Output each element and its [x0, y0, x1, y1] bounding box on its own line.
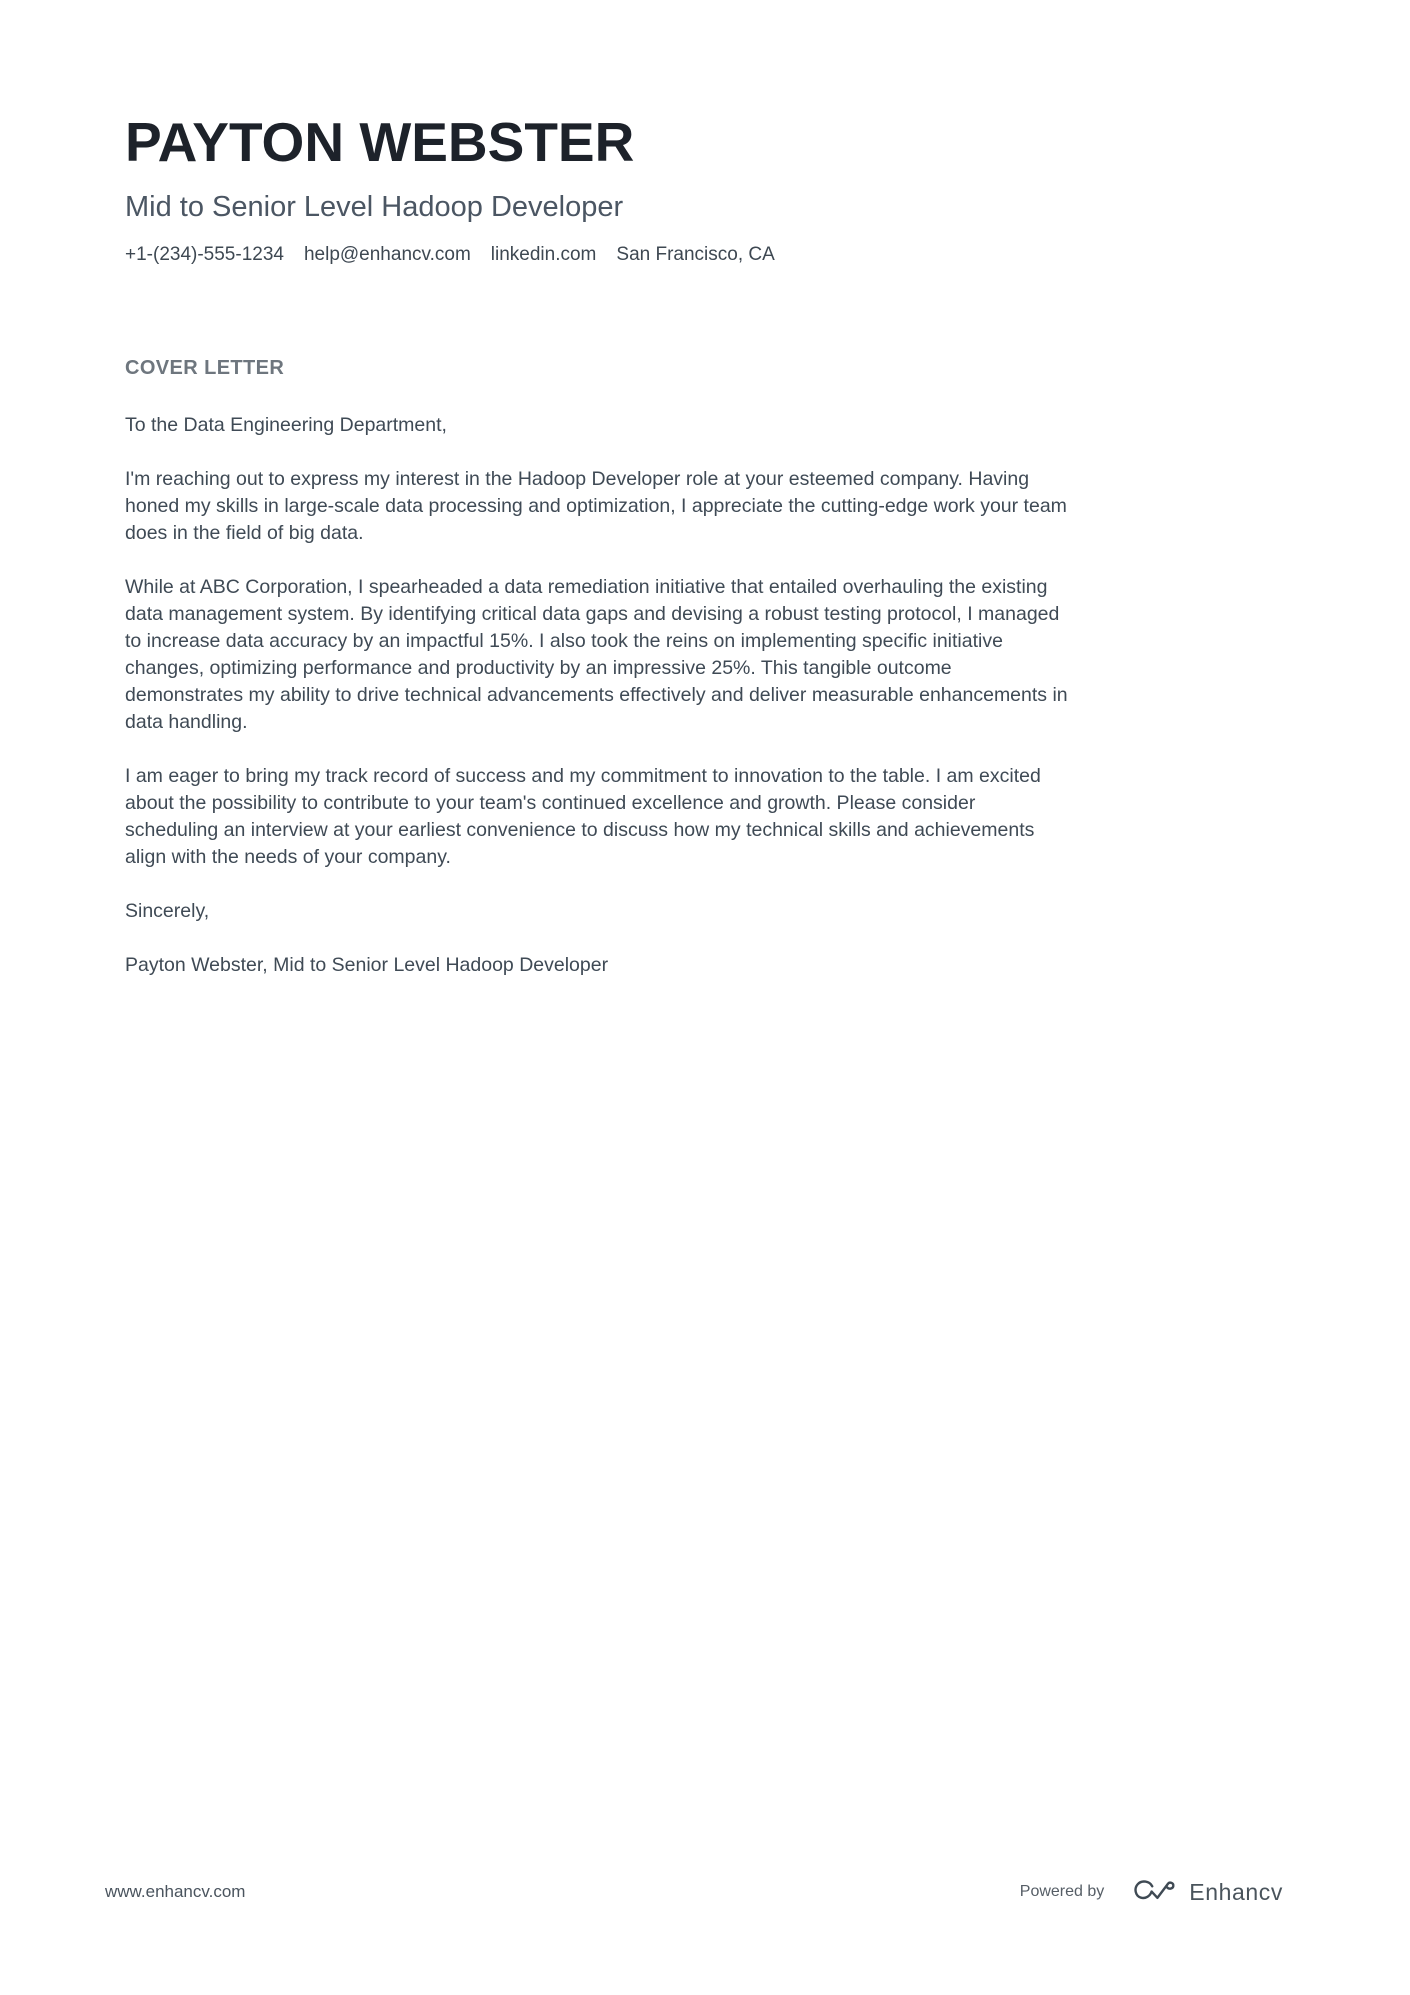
cover-letter-section-label: COVER LETTER	[125, 357, 285, 379]
salutation: To the Data Engineering Department,	[125, 414, 447, 436]
letter-paragraph: I am eager to bring my track record of success and my commitment to innovation to the table. I am excited about the possibility to contribute to your team's continued excellence and growth. Please consider scheduling an interview at your earliest convenience to discuss how my technical skills and achievements align with the needs of your company.	[125, 765, 1041, 868]
contact-email[interactable]: help@enhancv.com	[303, 244, 471, 265]
contact-location: San Francisco, CA	[616, 244, 775, 265]
powered-by-label: Powered by	[1019, 1883, 1105, 1900]
person-name: PAYTON WEBSTER	[125, 111, 635, 173]
enhancv-brand-wordmark: Enhancv	[1189, 1878, 1283, 1905]
enhancv-logo-icon	[1132, 1878, 1178, 1906]
contact-phone: +1-(234)-555-1234	[125, 244, 284, 265]
footer-website-link[interactable]: www.enhancv.com	[105, 1882, 246, 1901]
person-job-title: Mid to Senior Level Hadoop Developer	[125, 191, 624, 223]
page-footer	[105, 1878, 1283, 1906]
closing: Sincerely,	[125, 900, 210, 922]
letter-paragraph: While at ABC Corporation, I spearheaded a data remediation initiative that entailed overhauling the existing data management system. By identifying critical data gaps and devising a robust testing protocol, I managed to increase data accuracy by an impactful 15%. I also took the reins on implementing specific initiative changes, optimizing performance and productivity by an impressive 25%. This tangible outcome demonstrates my ability to drive technical advancements effectively and deliver measurable enhancements in data handling.	[125, 576, 1068, 733]
signature-line: Payton Webster, Mid to Senior Level Hadoop Developer	[125, 954, 609, 976]
contact-website[interactable]: linkedin.com	[490, 244, 597, 265]
letter-paragraph: I'm reaching out to express my interest in the Hadoop Developer role at your esteemed company. Having honed my skills in large-scale data processing and optimization, I appreciate the cutting-edge work your team does in the field of big data.	[125, 468, 1067, 544]
letter-header	[125, 112, 1070, 268]
letter-body	[125, 412, 1070, 979]
letter-content	[125, 112, 1070, 979]
powered-by-group[interactable]	[1020, 1878, 1283, 1906]
contact-row	[125, 241, 1070, 268]
